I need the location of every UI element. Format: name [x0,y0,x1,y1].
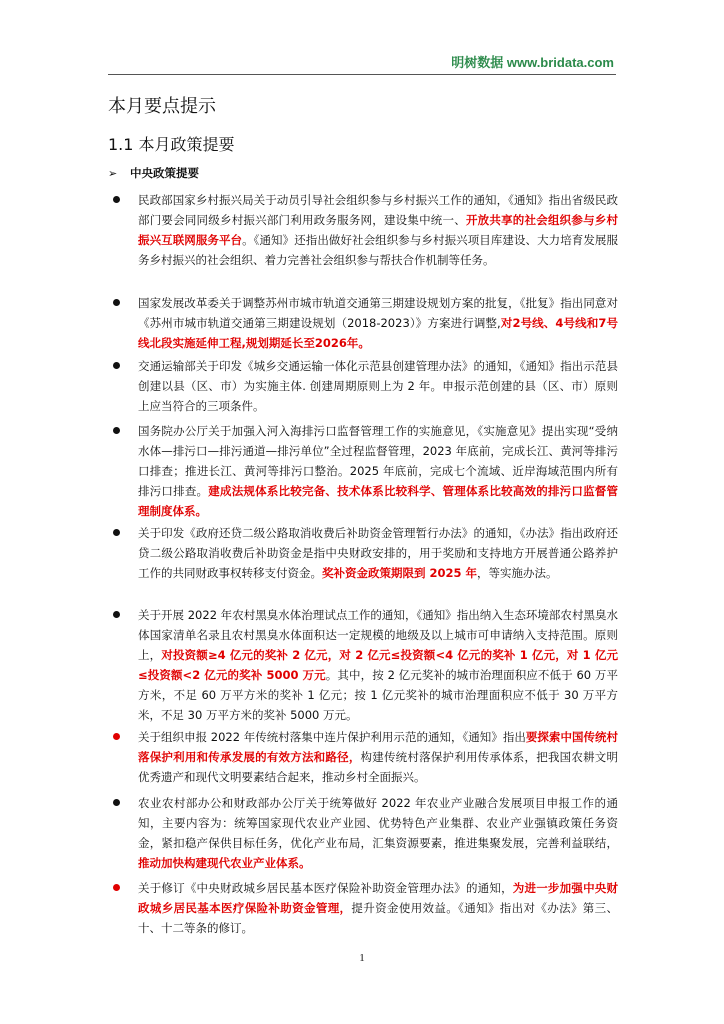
policy-item [108,190,618,270]
header-rule [108,74,616,75]
policy-text: 关于印发《政府还贷二级公路取消收费后补助资金管理暂行办法》的通知，《办法》指出政府还贷二级公路取消收费后补助资金是指中央财政安排的，用于奖励和支持地方开展普通公路养护工作的共同财政事权转移支付资金。奖补资金政策期限到 2025 年，等实施办法。 [138,526,618,580]
policy-item [108,523,618,583]
policy-text: 交通运输部关于印发《城乡交通运输一体化示范县创建管理办法》的通知，《通知》指出示范县创建以县（区、市）为实施主体. 创建周期原则上为 2 年。申报示范创建的县（区、市）原则上应当符合的三项条件。 [138,359,618,413]
bullet-icon [113,362,120,369]
section-heading: 1.1 本月政策提要 [108,135,235,154]
bullet-icon [113,884,120,891]
bullet-icon [113,611,120,618]
policy-item [108,878,618,938]
bullet-icon [113,299,120,306]
bullet-icon [113,799,120,806]
brand-logo-text: 明树数据 www.bridata.com [451,55,614,70]
policy-text: 农业农村部办公和财政部办公厅关于统筹做好 2022 年农业产业融合发展项目申报工作的通知，主要内容为：统筹国家现代农业产业园、优势特色产业集群、农业产业强镇政策任务资金，紧扣稳产保供目标任务，优化产业布局，汇集资源要素，推进集聚发展，完善利益联结，推动加快构建现代农业产业体系。 [138,796,618,870]
bullet-icon [113,427,120,434]
policy-text: 国务院办公厅关于加强入河入海排污口监督管理工作的实施意见，《实施意见》提出实现“受纳水体—排污口—排污通道—排污单位”全过程监督管理，2023 年底前，完成长江、黄河等排污口排查；推进长江、黄河等排污口整治。2025 年底前，完成七个流域、近岸海域范围内所有排污口排查。建成法规体系比较完备、技术体系比较科学、管理体系比较高效的排污口监督管理制度体系。 [138,424,619,518]
policy-item [108,727,618,787]
bullet-icon [113,529,120,536]
bullet-icon [113,733,120,740]
policy-text: 关于组织申报 2022 年传统村落集中连片保护利用示范的通知，《通知》指出要探索中国传统村落保护利用和传承发展的有效方法和路径，构建传统村落保护利用传承体系，把我国农耕文明优秀遗产和现代文明要素结合起来，推动乡村全面振兴。 [138,730,619,784]
policy-item [108,293,618,353]
bullet-icon [113,196,120,203]
policy-text: 国家发展改革委关于调整苏州市城市轨道交通第三期建设规划方案的批复，《批复》指出同意对《苏州市城市轨道交通第三期建设规划（2018-2023）》方案进行调整,对2号线、4号线和7号线北段实施延伸工程,规划期延长至2026年。 [138,296,618,350]
policy-text: 民政部国家乡村振兴局关于动员引导社会组织参与乡村振兴工作的通知，《通知》指出省级民政部门要会同同级乡村振兴部门利用政务服务网，建设集中统一、开放共享的社会组织参与乡村振兴互联网服务平台。《通知》还指出做好社会组织参与乡村振兴项目库建设、大力培育发展服务乡村振兴的社会组织、着力完善社会组织参与帮扶合作机制等任务。 [138,193,619,267]
policy-text: 关于修订《中央财政城乡居民基本医疗保险补助资金管理办法》的通知，为进一步加强中央财政城乡居民基本医疗保险补助资金管理，提升资金使用效益。《通知》指出对《办法》第三、十、十二等条的修订。 [138,881,619,935]
policy-item [108,356,618,416]
arrow-bullet-icon: ➢ [108,167,118,180]
subsection-heading [108,165,199,181]
policy-item [108,605,618,725]
page-title: 本月要点提示 [108,96,216,117]
page-number: 1 [359,952,365,964]
policy-text: 关于开展 2022 年农村黑臭水体治理试点工作的通知，《通知》指出纳入生态环境部农村黑臭水体国家清单名录且农村黑臭水体面积达一定规模的地级及以上城市可申请纳入支持范围。原则上，对投资额≥4 亿元的奖补 2 亿元，对 2 亿元≤投资额<4 亿元的奖补 1 亿元，对 1 亿元≤投资额<2 亿元的奖补 5000 万元。其中，按 2 亿元奖补的城市治理面积应不低于 60 万平方米，不足 60 万平方米的奖补 1 亿元；按 1 亿元奖补的城市治理面积应不低于 30 万平方米，不足 30 万平方米的奖补 5000 万元。 [138,608,619,722]
policy-item [108,421,618,521]
subsection-label: 中央政策提要 [130,166,199,180]
policy-item [108,793,618,873]
